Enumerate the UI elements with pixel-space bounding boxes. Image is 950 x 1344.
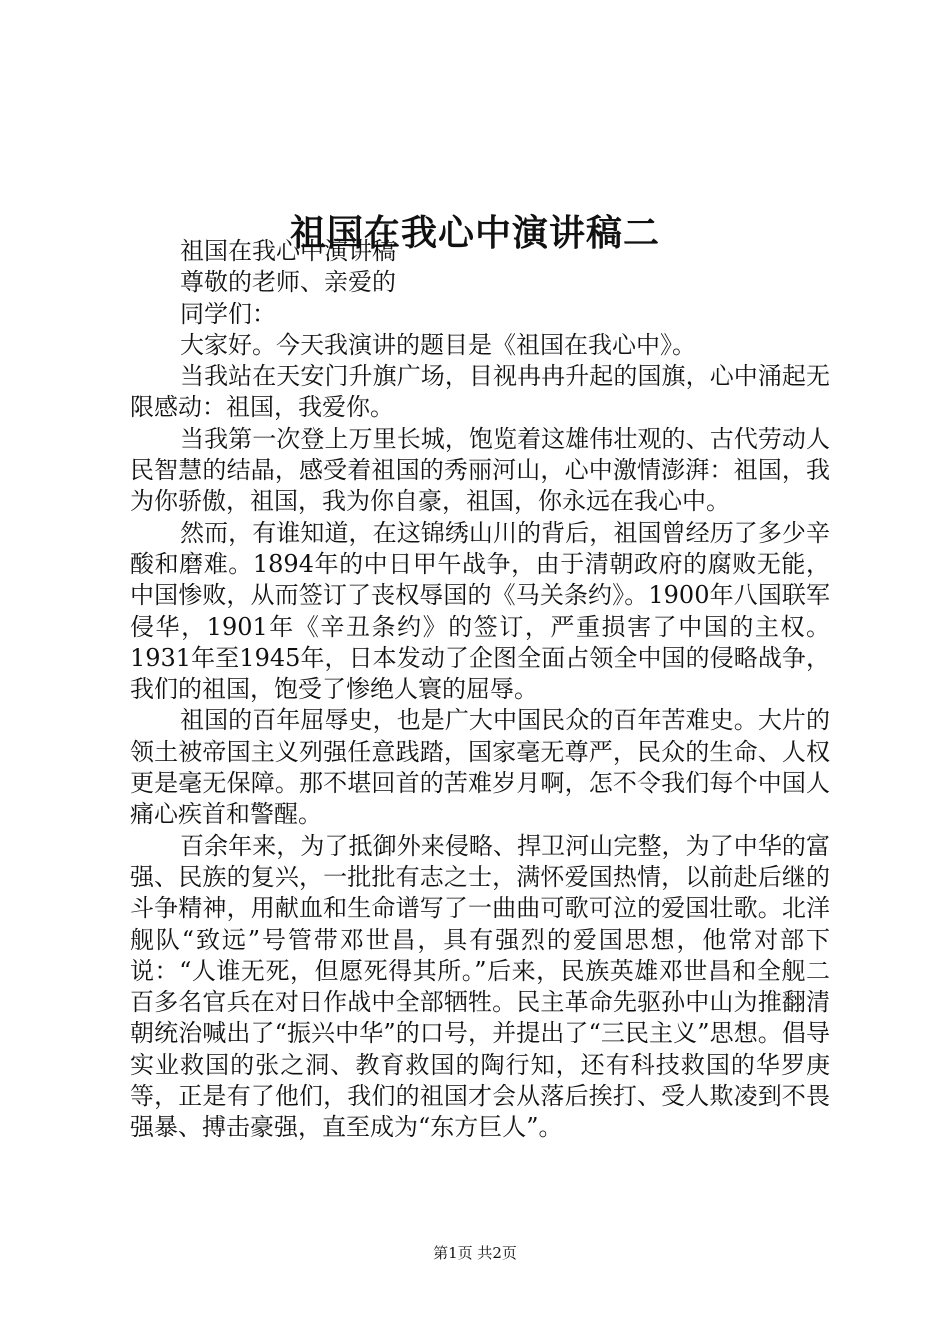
document-title: 祖国在我心中演讲稿二 (289, 212, 660, 255)
paragraph-history: 然而，有谁知道，在这锦绣山川的背后，祖国曾经历了多少辛酸和磨难。1894年的中日甲午战争，由于清朝政府的腐败无能，中国惨败，从而签订了丧权辱国的《马关条约》。1900年八国联军侵华，1901年《辛丑条约》的签订，严重损害了中国的主权。1931年至1945年，日本发动了企图全面占领全中国的侵略战争，我们的祖国，饱受了惨绝人寰的屈辱。 (130, 518, 830, 704)
page-footer: 第1页 共2页 (433, 1244, 517, 1262)
paragraph-flag: 当我站在天安门升旗广场，目视冉冉升起的国旗，心中涌起无限感动：祖国，我爱你。 (130, 362, 830, 422)
paragraph-great-wall: 当我第一次登上万里长城，饱览着这雄伟壮观的、古代劳动人民智慧的结晶，感受着祖国的秀丽河山，心中激情澎湃：祖国，我为你骄傲，祖国，我为你自豪，祖国，你永远在我心中。 (130, 424, 830, 516)
paragraph-subtitle: 祖国在我心中演讲稿 (180, 237, 396, 265)
paragraph-salutation-line1: 尊敬的老师、亲爱的 (180, 268, 396, 297)
paragraph-salutation-line2: 同学们： (180, 299, 276, 328)
document-body (130, 236, 830, 1144)
paragraph-humiliation: 祖国的百年屈辱史，也是广大中国民众的百年苦难史。大片的领土被帝国主义列强任意践踏，国家毫无尊严，民众的生命、人权更是毫无保障。那不堪回首的苦难岁月啊，怎不令我们每个中国人痛心疾首和警醒。 (130, 706, 830, 829)
paragraph-greeting: 大家好。今天我演讲的题目是《祖国在我心中》。 (180, 330, 696, 359)
paragraph-heroes: 百余年来，为了抵御外来侵略、捍卫河山完整，为了中华的富强、民族的复兴，一批批有志之士，满怀爱国热情，以前赴后继的斗争精神，用献血和生命谱写了一曲曲可歌可泣的爱国壮歌。北洋舰队“致远”号管带邓世昌，具有强烈的爱国思想，他常对部下说：“人谁无死，但愿死得其所。”后来，民族英雄邓世昌和全舰二百多名官兵在对日作战中全部牺牲。民主革命先驱孙中山为推翻清朝统治喊出了“振兴中华”的口号，并提出了“三民主义”思想。倡导实业救国的张之洞、教育救国的陶行知，还有科技救国的华罗庚等，正是有了他们，我们的祖国才会从落后挨打、受人欺凌到不畏强暴、搏击豪强，直至成为“东方巨人”。 (130, 831, 830, 1142)
